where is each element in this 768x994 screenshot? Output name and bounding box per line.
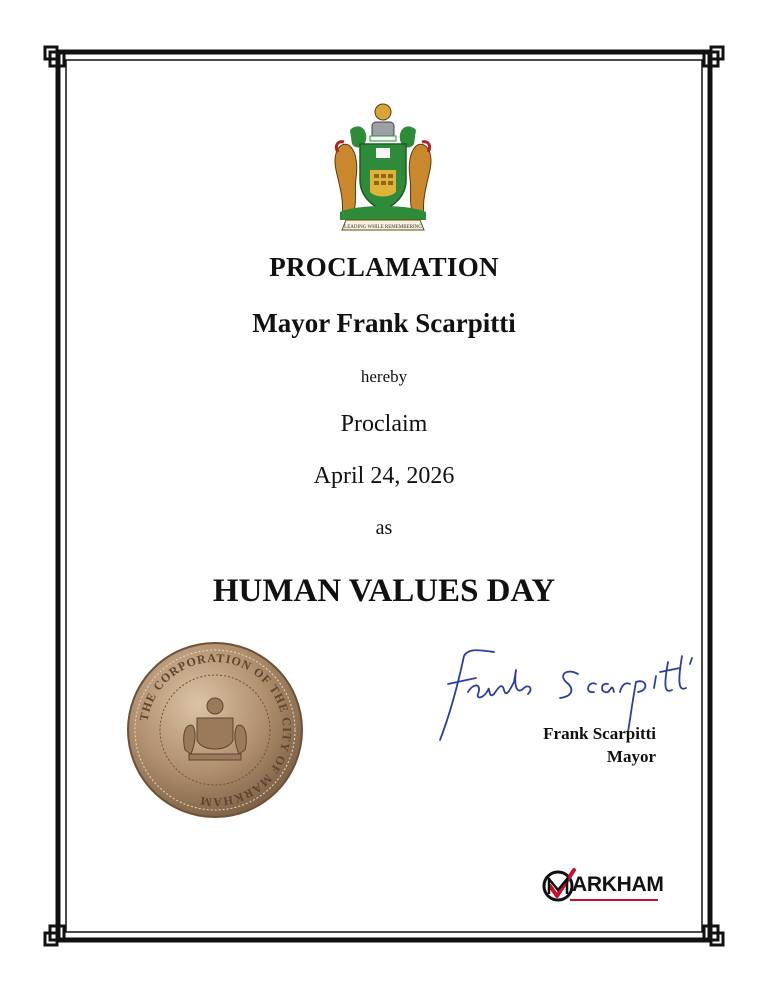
city-seal-icon (125, 640, 305, 820)
day-name: HUMAN VALUES DAY (212, 573, 556, 609)
hereby-text: hereby (360, 367, 408, 386)
mayor-line: Mayor Frank Scarpitti (252, 308, 516, 338)
crest-motto: LEADING WHILE REMEMBERING (344, 225, 422, 230)
signatory-name: Frank Scarpitti (543, 724, 656, 743)
coat-of-arms-icon (328, 100, 438, 238)
markham-logo-underline (570, 899, 658, 901)
proclamation-date: April 24, 2026 (313, 463, 455, 489)
signatory-title: Mayor (606, 747, 656, 766)
markham-logo-text: ARKHAM (572, 873, 664, 896)
proclaim-text: Proclaim (340, 411, 428, 437)
as-text: as (375, 517, 393, 539)
proclamation-heading: PROCLAMATION (269, 252, 499, 282)
seal-ring-text: THE CORPORATION OF THE CITY OF MARKHAM (136, 650, 295, 810)
